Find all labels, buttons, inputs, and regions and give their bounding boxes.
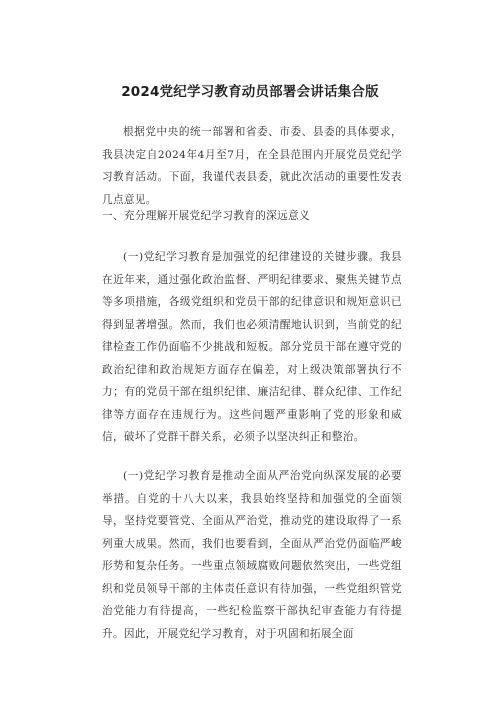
intro-paragraph: 根据党中央的统一部署和省委、市委、县委的具体要求，我县决定自2024年4月至7月，在全县范围内开展党员党纪学习教育活动。下面，我谨代表县委，就此次活动的重要性发表几点意见。: [102, 126, 402, 206]
section-1-paragraph-1: (一)党纪学习教育是加强党的纪律建设的关键步骤。我县在近年来，通过强化政治监督、严明纪律要求、聚焦关键节点等多项措施，各级党组织和党员干部的纪律意识和规矩意识已得到显著增强。然而，我们也必须清醒地认识到，当前党的纪律检查工作仍面临不少挑战和短板。部分党员干部在遵守党的政治纪律和政治规矩方面存在偏差，对上级决策部署执行不力；有的党员干部在组织纪律、廉洁纪律、群众纪律、工作纪律等方面存在违规行为。这些问题严重影响了党的形象和威信，破坏了党群干群关系，必须予以坚决纠正和整治。: [102, 251, 402, 443]
section-1: [102, 205, 402, 228]
section-1-body: [102, 246, 402, 449]
document-title: 2024党纪学习教育动员部署会讲话集合版: [121, 84, 379, 100]
section-1-heading: 一、充分理解开展党纪学习教育的深远意义: [102, 210, 310, 222]
section-1-paragraph-2: (一)党纪学习教育是推动全面从严治党向纵深发展的必要举措。自党的十八大以来，我县始终坚持和加强党的全面领导，坚持党要管党、全面从严治党，推动党的建设取得了一系列重大成果。然而，我们也要看到，全面从严治党仍面临严峻形势和复杂任务。一些重点领域腐败问题依然突出，一些党组织和党员领导干部的主体责任意识有待加强，一些党组织管党治党能力有待提高，一些纪检监察干部执纪审查能力有待提升。因此，开展党纪学习教育，对于巩固和拓展全面: [102, 470, 402, 640]
section-1-body-2: [102, 465, 402, 645]
document-body: [102, 121, 402, 211]
